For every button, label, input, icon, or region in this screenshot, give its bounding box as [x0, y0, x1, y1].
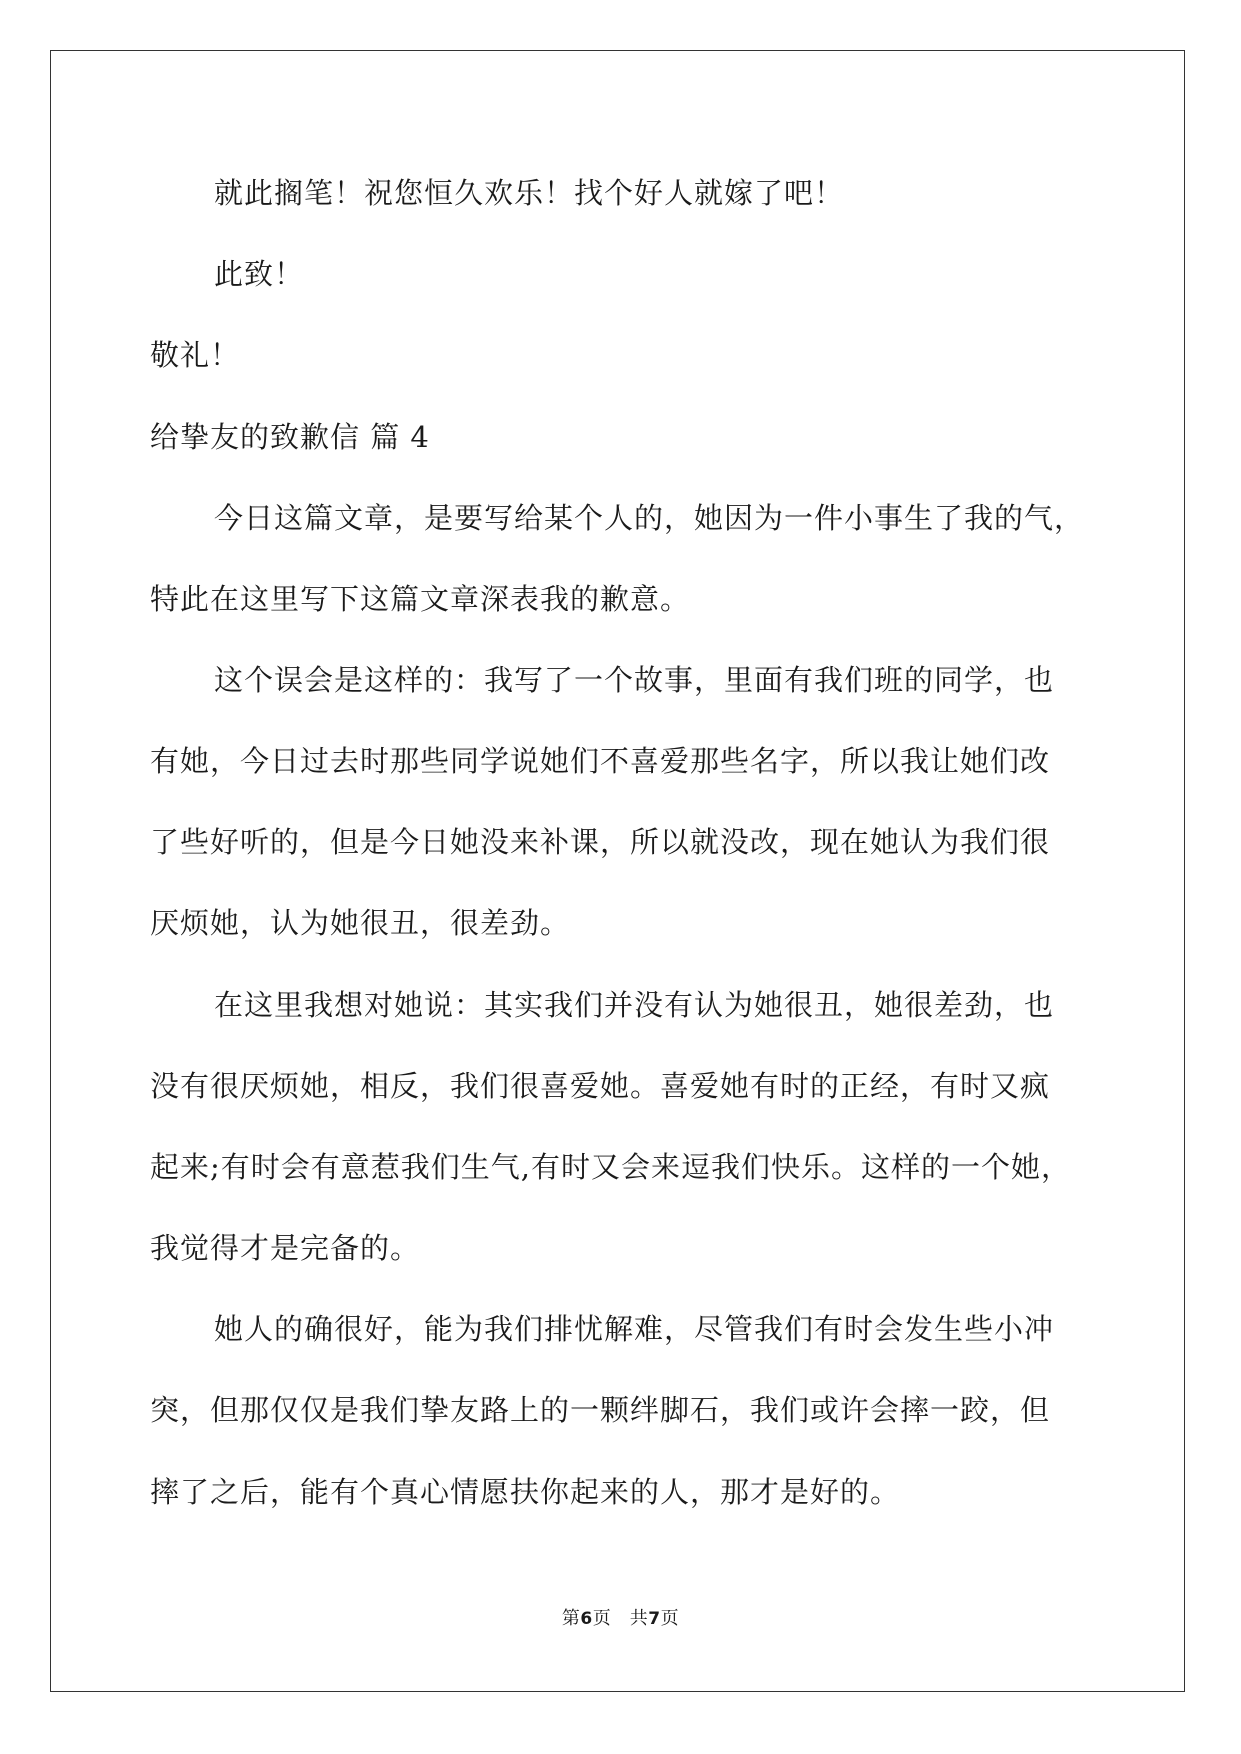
paragraph-line: 有她，今日过去时那些同学说她们不喜爱那些名字，所以我让她们改 [150, 744, 1051, 778]
paragraph-line: 厌烦她，认为她很丑，很差劲。 [150, 906, 571, 940]
paragraph-line: 特此在这里写下这篇文章深表我的歉意。 [150, 582, 691, 616]
salutation-line: 此致！ [214, 257, 305, 291]
page-border [50, 50, 1185, 1692]
paragraph-line: 起来;有时会有意惹我们生气,有时又会来逗我们快乐。这样的一个她， [150, 1150, 1071, 1184]
current-page-number: 6 [580, 1609, 593, 1629]
page-label-mid: 页 共 [592, 1608, 649, 1629]
paragraph-line: 突，但那仅仅是我们挚友路上的一颗绊脚石，我们或许会摔一跤，但 [150, 1393, 1051, 1427]
closing-line: 就此搁笔！祝您恒久欢乐！找个好人就嫁了吧！ [214, 176, 845, 210]
page-number-footer [0, 1604, 1241, 1630]
page-label-suffix: 页 [660, 1608, 680, 1629]
paragraph-line: 我觉得才是完备的。 [150, 1231, 421, 1265]
paragraph-line: 她人的确很好，能为我们排忧解难，尽管我们有时会发生些小冲 [214, 1312, 1055, 1346]
paragraph-line: 今日这篇文章，是要写给某个人的，她因为一件小事生了我的气， [214, 501, 1085, 535]
paragraph-line: 这个误会是这样的：我写了一个故事，里面有我们班的同学，也 [214, 663, 1055, 697]
paragraph-line: 了些好听的，但是今日她没来补课，所以就没改，现在她认为我们很 [150, 825, 1051, 859]
page-label-prefix: 第 [561, 1608, 581, 1629]
paragraph-line: 没有很厌烦她，相反，我们很喜爱她。喜爱她有时的正经，有时又疯 [150, 1069, 1051, 1103]
paragraph-line: 在这里我想对她说：其实我们并没有认为她很丑，她很差劲，也 [214, 988, 1055, 1022]
paragraph-line: 摔了之后，能有个真心情愿扶你起来的人，那才是好的。 [150, 1475, 901, 1509]
salutation-line: 敬礼！ [150, 338, 241, 372]
total-pages-number: 7 [648, 1609, 661, 1629]
section-heading: 给挚友的致歉信 篇 4 [150, 420, 430, 454]
